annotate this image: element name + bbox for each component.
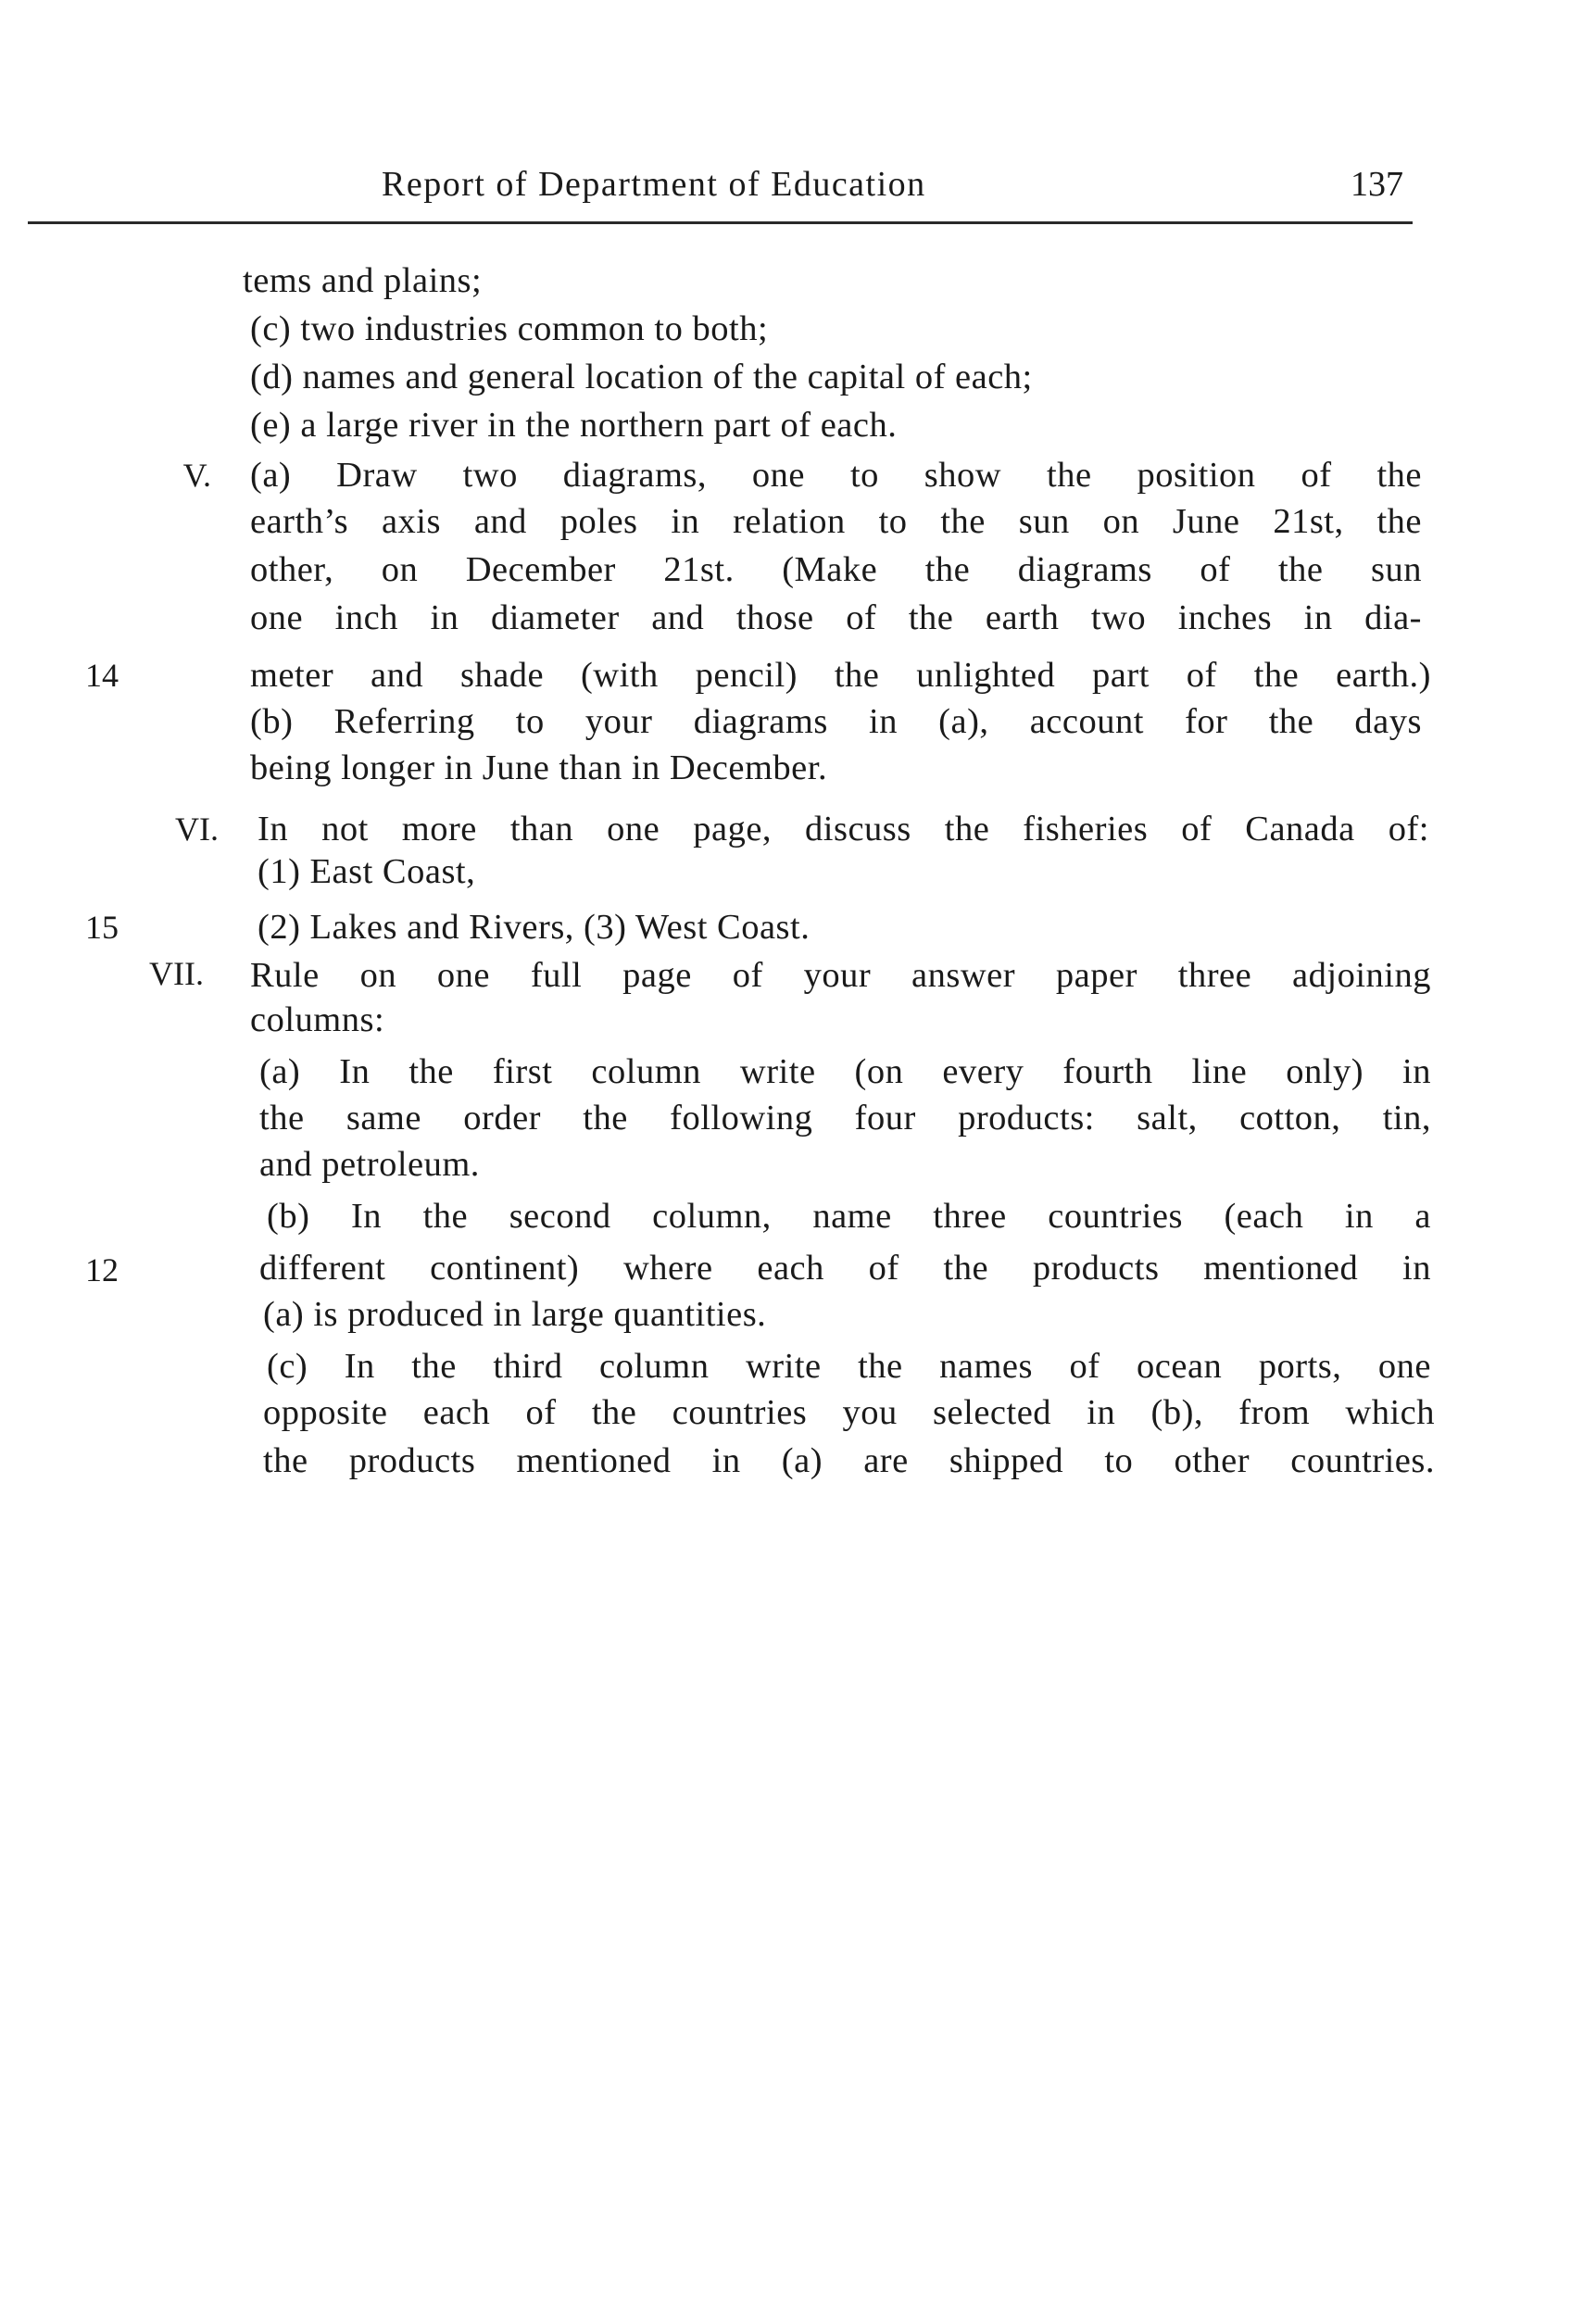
text-line: columns: <box>250 1000 385 1039</box>
text-line: (c) two industries common to both; <box>250 309 769 348</box>
question-number-v: V. <box>182 457 211 494</box>
text-line: one inch in diameter and those of the earth two inches in dia- <box>250 598 1422 637</box>
text-line: the products mentioned in (a) are shipped to other countries. <box>263 1441 1435 1480</box>
marks-value: 14 <box>85 657 119 694</box>
text-line: Rule on one full page of your answer paper three adjoining <box>250 956 1431 995</box>
running-title: Report of Department of Education <box>382 165 926 204</box>
question-number-vi: VI. <box>175 811 219 848</box>
text-line: the same order the following four products: salt, cotton, tin, <box>259 1099 1431 1137</box>
text-line: (a) is produced in large quantities. <box>263 1295 767 1334</box>
text-line: tems and plains; <box>243 261 483 300</box>
text-line: In not more than one page, discuss the fisheries of Canada of: <box>258 810 1429 848</box>
text-line: meter and shade (with pencil) the unlighted part of the earth.) <box>250 656 1431 695</box>
question-number-vii: VII. <box>149 955 204 992</box>
text-line: (e) a large river in the northern part of each. <box>250 406 898 445</box>
text-line: (b) In the second column, name three countries (each in a <box>267 1197 1431 1236</box>
text-line: (1) East Coast, <box>258 852 476 891</box>
text-line: (a) In the first column write (on every fourth line only) in <box>259 1052 1431 1091</box>
text-line: and petroleum. <box>259 1145 480 1184</box>
text-line: (a) Draw two diagrams, one to show the position of the <box>250 456 1422 495</box>
text-line: being longer in June than in December. <box>250 748 828 787</box>
text-line: (b) Referring to your diagrams in (a), account for the days <box>250 702 1422 741</box>
page-number: 137 <box>1351 165 1403 204</box>
text-line: different continent) where each of the products mentioned in <box>259 1249 1431 1288</box>
marks-value: 12 <box>85 1251 119 1288</box>
text-line: (c) In the third column write the names of ocean ports, one <box>267 1347 1431 1386</box>
text-line: other, on December 21st. (Make the diagrams of the sun <box>250 550 1422 589</box>
running-header <box>28 162 1413 224</box>
marks-value: 15 <box>85 909 119 946</box>
text-line: earth’s axis and poles in relation to the sun on June 21st, the <box>250 502 1422 541</box>
text-line: (d) names and general location of the capital of each; <box>250 358 1033 396</box>
text-line: opposite each of the countries you selected in (b), from which <box>263 1393 1435 1432</box>
text-line: (2) Lakes and Rivers, (3) West Coast. <box>258 908 811 947</box>
